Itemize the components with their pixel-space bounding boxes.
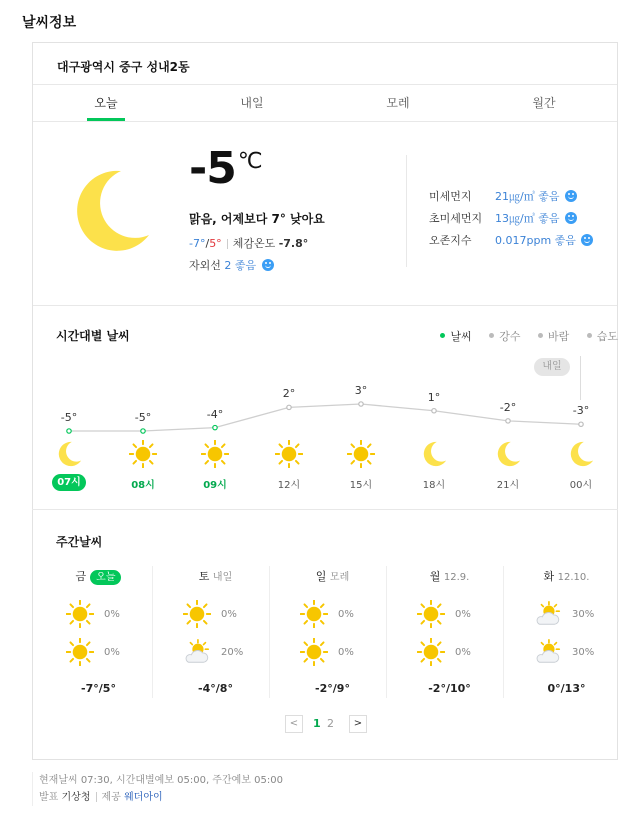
air-value: 13㎍/㎥ 좋음 (495, 212, 560, 225)
tab-monthly[interactable]: 월간 (532, 96, 556, 110)
weekly-day-label (157, 568, 274, 584)
moon-icon (55, 440, 83, 471)
page-title: 날씨정보 (22, 15, 77, 31)
page-1[interactable]: 1 (313, 717, 321, 730)
temp-unit: ℃ (237, 149, 262, 174)
tomorrow-badge: 내일 (534, 358, 570, 376)
partly-cloudy-icon (183, 638, 211, 669)
air-label: 오존지수 (429, 234, 472, 247)
air-label: 초미세먼지 (429, 212, 483, 225)
min-max-temp: -2°/9° (315, 682, 350, 695)
hourly-time-label: 09시 (203, 480, 227, 491)
air-value: 21㎍/㎥ 좋음 (495, 190, 560, 203)
hourly-temp-label: 2° (282, 387, 296, 401)
location-label: 대구광역시 중구 성내2동 (57, 60, 190, 74)
sun-icon (417, 600, 445, 631)
tab-today[interactable]: 오늘 (33, 85, 179, 121)
hourly-time-label: 00시 (569, 480, 593, 491)
min-max-temp: -7°/5° (81, 682, 116, 695)
uv-value: 2 좋음 (224, 259, 257, 272)
divider (386, 566, 387, 698)
weekly-title: 주간날씨 (56, 535, 103, 549)
temp-point (579, 422, 583, 426)
temp-point (506, 419, 510, 423)
weekly-day[interactable] (40, 520, 157, 695)
min-max-temp: -2°/10° (428, 682, 471, 695)
hourly-time-label: 21시 (496, 480, 520, 491)
min-max-temp: 0°/13° (547, 682, 586, 695)
pm-precip: 20% (221, 647, 244, 658)
pm-precip: 0% (338, 647, 354, 658)
hourly-temp-label: 3° (354, 384, 368, 397)
sun-icon (417, 638, 445, 669)
temp-point (67, 429, 71, 433)
max-temp: 5° (209, 237, 222, 250)
hourly-temp-label: -2° (499, 400, 517, 414)
am-precip: 30% (572, 609, 595, 620)
weekly-day-label (40, 568, 157, 585)
temp-point (287, 405, 291, 409)
source-label: 발표 (39, 792, 59, 803)
legend-wind[interactable]: 바람 (538, 330, 569, 343)
hourly-title: 시간대별 날씨 (56, 329, 130, 343)
am-precip: 0% (455, 609, 471, 620)
day-name: 화 (543, 570, 555, 583)
hourly-time-label: 07시 (52, 474, 86, 491)
hourly-time-label: 12시 (277, 480, 301, 491)
day-name: 토 (198, 570, 210, 583)
hourly-temp-label: -3° (572, 404, 590, 418)
day-name: 월 (429, 570, 441, 583)
hourly-time-label: 15시 (349, 480, 373, 491)
sun-icon (129, 440, 157, 471)
temp-point (213, 425, 217, 429)
weekly-day[interactable] (274, 520, 391, 695)
sun-icon (300, 638, 328, 669)
day-name: 일 (315, 570, 327, 583)
weekly-day[interactable] (508, 520, 625, 695)
weekly-day-label (508, 568, 625, 584)
air-label: 미세먼지 (429, 190, 472, 203)
sun-icon (347, 440, 375, 471)
divider (32, 509, 618, 510)
am-precip: 0% (104, 609, 120, 620)
pm-precip: 30% (572, 647, 595, 658)
sun-icon (300, 600, 328, 631)
feels-value: -7.8° (278, 237, 309, 250)
sun-icon (183, 600, 211, 631)
source-link[interactable]: 기상청 (61, 792, 91, 803)
feels-label: 체감온도 (232, 237, 276, 250)
prev-page-button[interactable]: < (285, 715, 303, 733)
moon-icon (494, 440, 522, 471)
sun-icon (275, 440, 303, 471)
pm-precip: 0% (455, 647, 471, 658)
min-max-temp: -4°/8° (198, 682, 233, 695)
divider (269, 566, 270, 698)
hourly-temp-label: -4° (206, 407, 224, 421)
weekly-day[interactable] (391, 520, 508, 695)
hourly-time-label: 18시 (422, 480, 446, 491)
weekly-day-label (274, 568, 391, 584)
sun-icon (66, 600, 94, 631)
separator (96, 792, 97, 802)
day-sub: 12.9. (443, 572, 470, 583)
hourly-time-label: 08시 (131, 480, 155, 491)
update-times: 현재날씨 07:30, 시간대별예보 05:00, 주간예보 05:00 (39, 775, 283, 786)
temp-value: -5 (189, 143, 236, 194)
day-name: 금 (75, 570, 87, 583)
temp-point (359, 402, 363, 406)
hourly-temp-label: 1° (427, 390, 441, 404)
divider (152, 566, 153, 698)
tab-tomorrow[interactable]: 내일 (240, 96, 264, 110)
day-sub: 모레 (329, 572, 350, 583)
air-value: 0.017ppm 좋음 (495, 234, 576, 247)
condition-text: 맑음, 어제보다 7° 낮아요 (189, 212, 325, 226)
divider (503, 566, 504, 698)
page-2[interactable]: 2 (327, 717, 334, 730)
day-sub: 12.10. (557, 572, 590, 583)
sun-icon (66, 638, 94, 669)
hourly-temp-label: -5° (60, 411, 78, 424)
hourly-temp-label: -5° (134, 411, 152, 424)
uv-label: 자외선 (189, 259, 221, 272)
moon-icon (567, 440, 595, 471)
min-max-slash: / (205, 237, 210, 250)
tab-day-after[interactable]: 모레 (386, 96, 410, 110)
am-precip: 0% (338, 609, 354, 620)
pm-precip: 0% (104, 647, 120, 658)
weekly-day[interactable] (157, 520, 274, 695)
provider-link[interactable]: 웨더아이 (124, 792, 163, 803)
weekly-day-label (391, 568, 508, 584)
sun-icon (201, 440, 229, 471)
partly-cloudy-icon (534, 600, 562, 631)
footer (32, 772, 283, 806)
temp-point (432, 409, 436, 413)
legend-weather[interactable]: 날씨 (440, 330, 471, 343)
provider-label: 제공 (101, 792, 121, 803)
am-precip: 0% (221, 609, 237, 620)
temp-point (141, 429, 145, 433)
legend-precip[interactable]: 강수 (489, 330, 520, 343)
source-line (39, 789, 283, 806)
next-page-button[interactable]: > (349, 715, 367, 733)
legend-humidity[interactable]: 습도 (587, 330, 618, 343)
partly-cloudy-icon (534, 638, 562, 669)
moon-icon (420, 440, 448, 471)
day-sub: 내일 (212, 572, 233, 583)
min-temp: -7° (189, 237, 206, 250)
today-badge: 오늘 (90, 570, 121, 585)
